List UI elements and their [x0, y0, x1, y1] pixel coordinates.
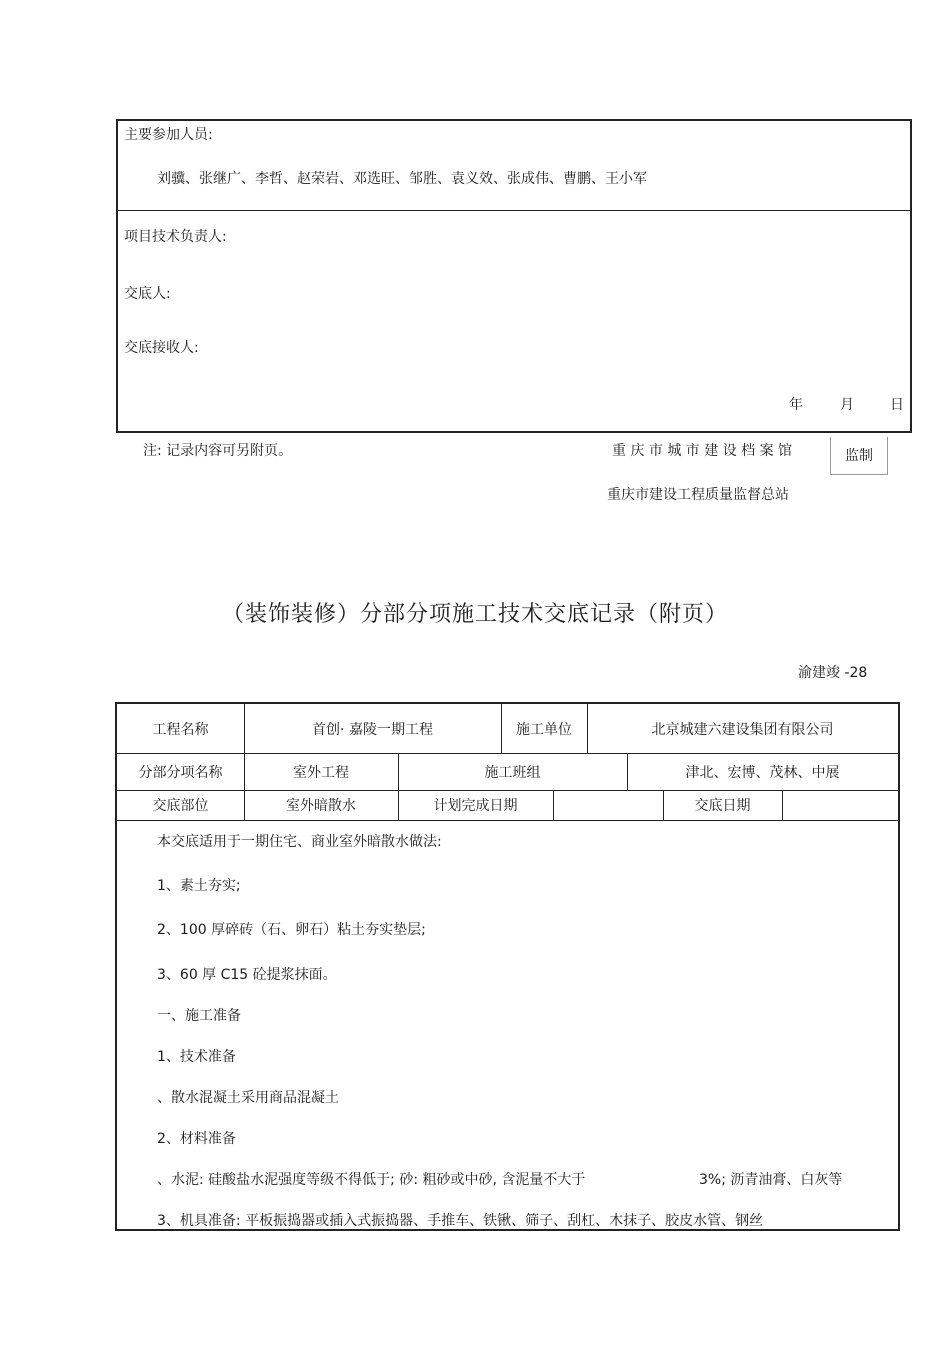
stamp-box	[830, 437, 888, 475]
date-year: 年	[789, 397, 803, 413]
content-line: 3、60 厚 C15 砼提浆抹面。	[157, 967, 337, 983]
presenter-label: 交底人:	[124, 286, 171, 302]
handover-date-label: 交底日期	[694, 798, 751, 814]
date-month: 月	[840, 397, 854, 413]
location-label: 交底部位	[152, 798, 209, 814]
stamp-text: 监制	[845, 448, 873, 464]
team-label: 施工班组	[484, 764, 541, 781]
contractor-label: 施工单位	[516, 721, 572, 738]
content-line: 3、机具准备: 平板振捣器或插入式振捣器、手推车、铁锹、筛子、刮杠、木抹子、胶皮水管、钢丝	[157, 1213, 764, 1229]
content-line: 2、100 厚碎砖（石、卵石）粘土夯实垫层;	[157, 922, 426, 938]
handover-date-value	[782, 790, 898, 820]
note-text: 注: 记录内容可另附页。	[143, 443, 293, 459]
row-divider	[117, 820, 898, 821]
supervision-station: 重庆市建设工程质量监督总站	[607, 487, 789, 503]
tech-lead-label: 项目技术负责人:	[124, 229, 227, 245]
project-name-label: 工程名称	[152, 721, 209, 738]
participants-list: 刘骥、张继广、李哲、赵荣岩、邓选旺、邹胜、袁义效、张成伟、曹鹏、王小军	[157, 171, 647, 187]
subproject-value: 室外工程	[293, 764, 349, 781]
content-line: 1、素土夯实;	[157, 878, 241, 894]
document-title: （装饰装修）分部分项施工技术交底记录（附页）	[221, 602, 728, 627]
content-line: 一、施工准备	[157, 1008, 241, 1024]
content-line: 2、材料准备	[157, 1131, 236, 1147]
date-day: 日	[890, 397, 904, 413]
document-code: 渝建竣 -28	[798, 665, 868, 681]
project-name-value: 首创· 嘉陵一期工程	[312, 721, 433, 738]
receiver-label: 交底接收人:	[124, 340, 199, 356]
subproject-label: 分部分项名称	[138, 764, 223, 781]
content-line: 本交底适用于一期住宅、商业室外暗散水做法:	[157, 834, 442, 850]
handover-record-table	[115, 702, 900, 1231]
team-value: 津北、宏博、茂林、中展	[685, 764, 840, 781]
section-divider	[118, 210, 910, 211]
content-line: 、散水混凝土采用商品混凝土	[157, 1090, 339, 1106]
content-line-tail: 3%; 沥青油膏、白灰等	[699, 1172, 843, 1188]
location-value: 室外暗散水	[286, 798, 356, 814]
content-line: 1、技术准备	[157, 1049, 236, 1065]
archive-name: 重 庆 市 城 市 建 设 档 案 馆	[612, 443, 793, 459]
planned-date-value	[553, 790, 663, 820]
participants-label: 主要参加人员:	[124, 127, 213, 143]
content-line: 、水泥: 硅酸盐水泥强度等级不得低于; 砂: 粗砂或中砂, 含泥量不大于	[157, 1172, 586, 1188]
contractor-value: 北京城建六建设集团有限公司	[651, 721, 834, 738]
personnel-signature-box	[116, 119, 912, 433]
planned-date-label: 计划完成日期	[433, 798, 518, 814]
